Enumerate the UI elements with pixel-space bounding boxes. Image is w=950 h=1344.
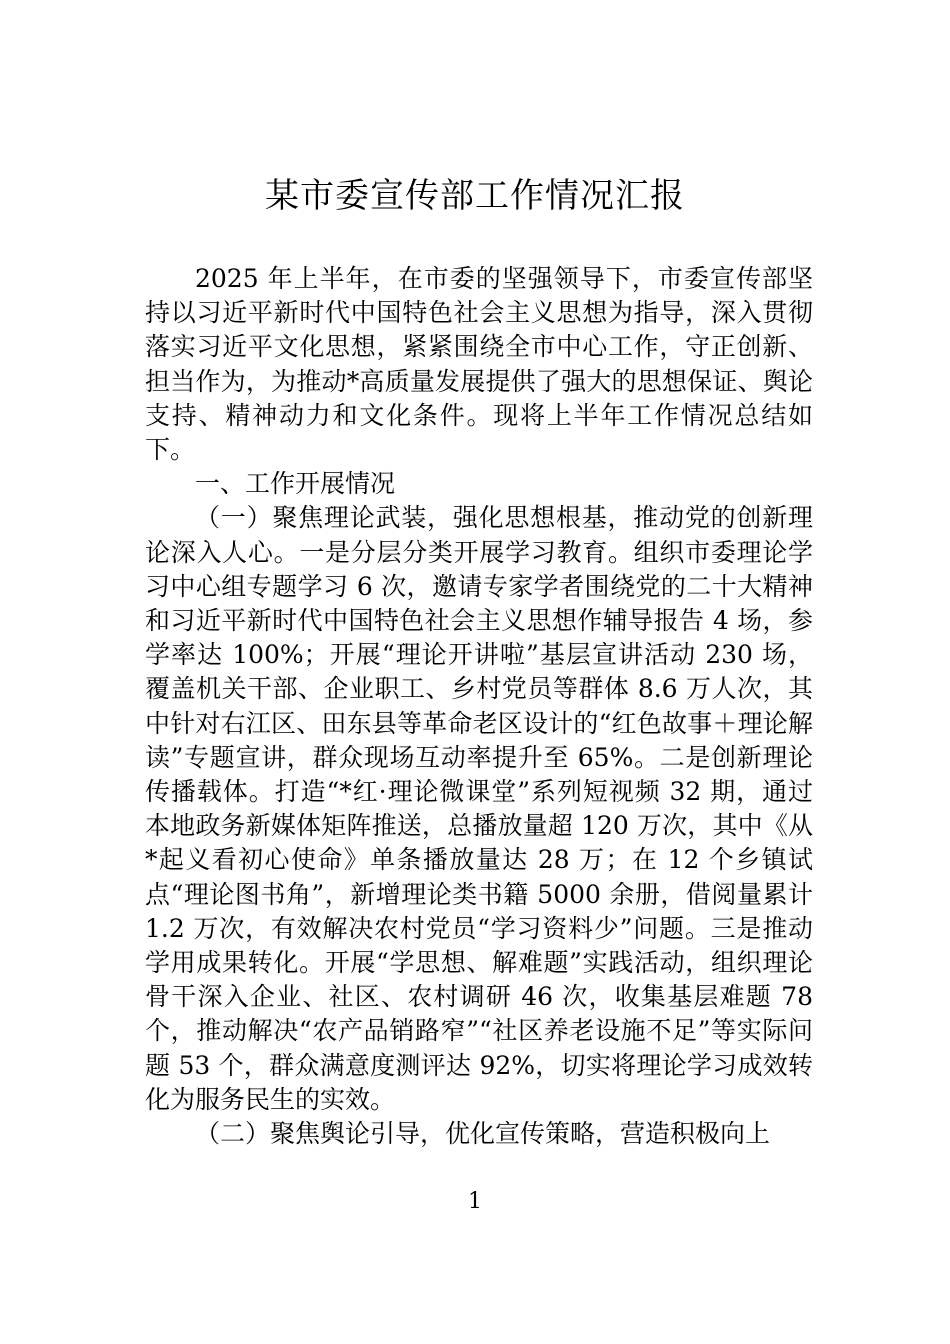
subsection-heading: （二）聚焦舆论引导，优化宣传策略，营造积极向上 (195, 1119, 771, 1149)
subsection-paragraph: （一）聚焦理论武装，强化思想根基，推动党的创新理论深入人心。一是分层分类开展学习教育。组织市委理论学习中心组专题学习 6 次，邀请专家学者围绕党的二十大精神和习近平新时代中国特色社会主义思想作辅导报告 4 场，参学率达 100%；开展“理论开讲啦”基层宣讲活动 230 场，覆盖机关干部、企业职工、乡村党员等群体 8.6 万人次，其中针对右江区、田东县等革命老区设计的“红色故事＋理论解读”专题宣讲，群众现场互动率提升至 65%。二是创新理论传播载体。打造“*红·理论微课堂”系列短视频 32 期，通过本地政务新媒体矩阵推送，总播放量超 120 万次，其中《从*起义看初心使命》单条播放量达 28 万；在 12 个乡镇试点“理论图书角”，新增理论类书籍 5000 余册，借阅量累计 1.2 万次，有效解决农村党员“学习资料少”问题。三是推动学用成果转化。开展“学思想、解难题”实践活动，组织理论骨干深入企业、社区、农村调研 46 次，收集基层难题 78 个，推动解决“农产品销路窄”“社区养老设施不足”等实际问题 53 个，群众满意度测评达 92%，切实将理论学习成效转化为服务民生的实效。 (145, 503, 813, 1114)
page-number: 1 (468, 1189, 482, 1214)
document-body (145, 262, 813, 1151)
intro-paragraph: 2025 年上半年，在市委的坚强领导下，市委宣传部坚持以习近平新时代中国特色社会主义思想为指导，深入贯彻落实习近平文化思想，紧紧围绕全市中心工作，守正创新、担当作为，为推动*高质量发展提供了强大的思想保证、舆论支持、精神动力和文化条件。现将上半年工作情况总结如下。 (145, 264, 813, 465)
document-title: 某市委宣传部工作情况汇报 (265, 176, 685, 216)
section-heading: 一、工作开展情况 (195, 469, 396, 499)
